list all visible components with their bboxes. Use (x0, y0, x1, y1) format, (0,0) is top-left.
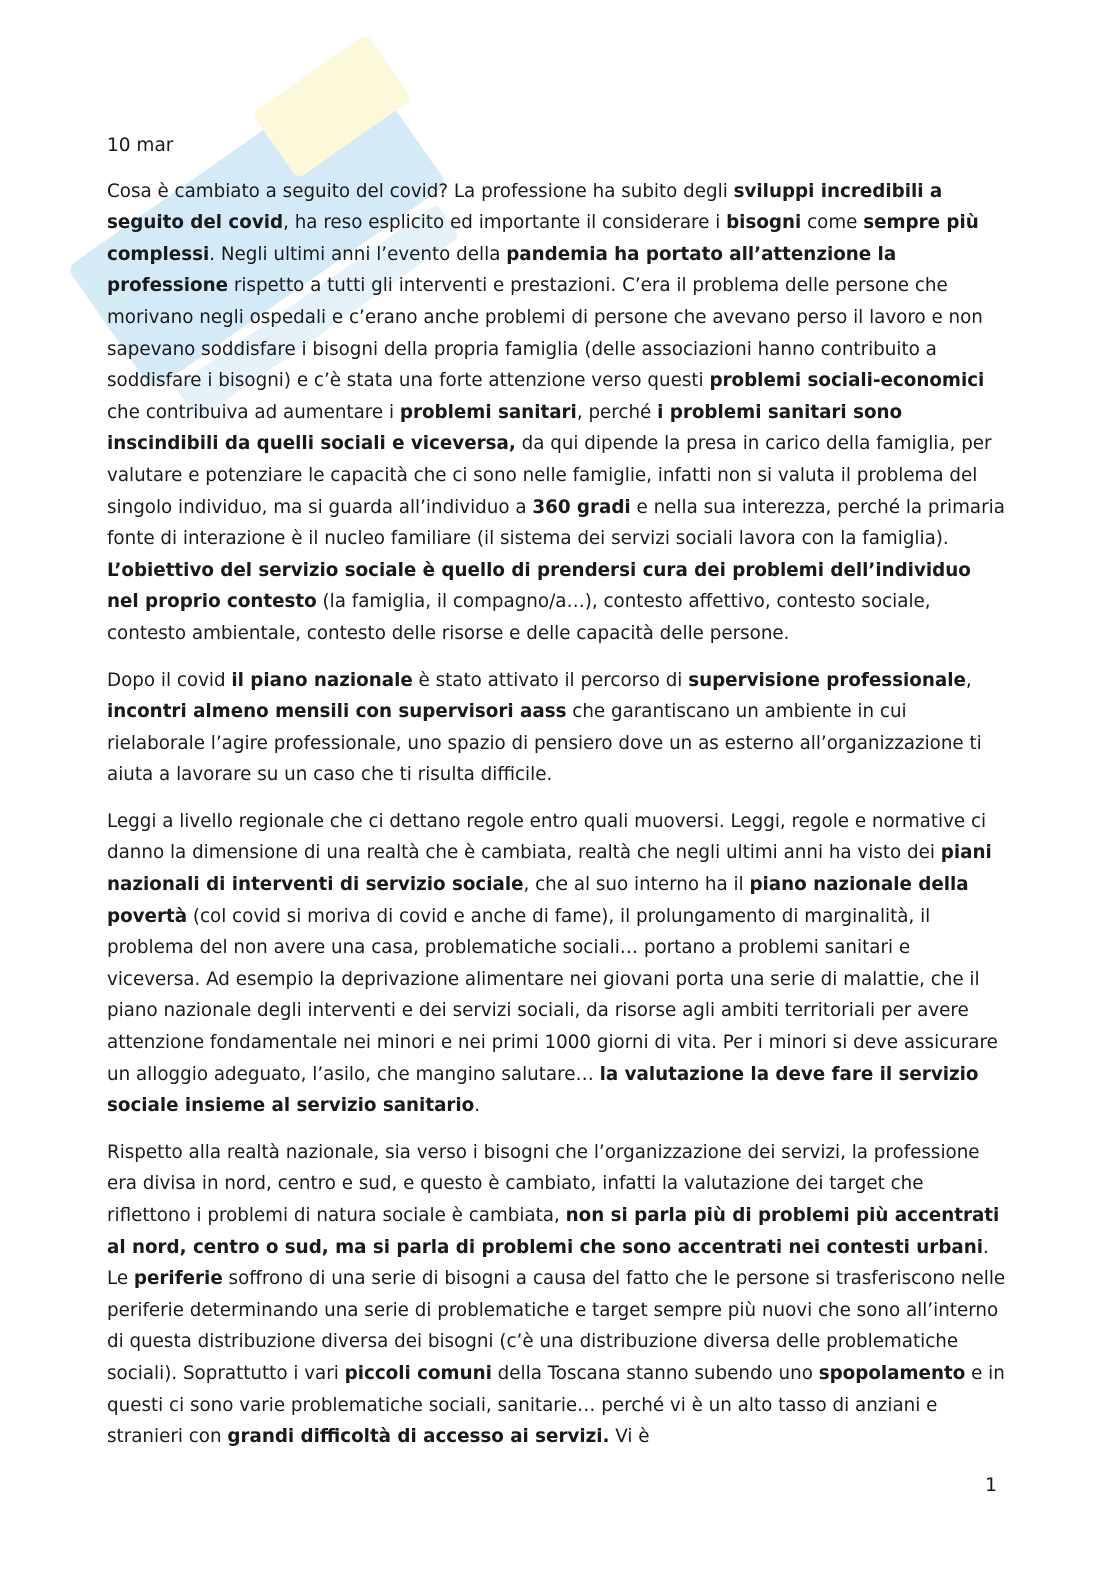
text-run: . (474, 1095, 481, 1117)
text-run: soffrono di una serie di bisogni a causa del fatto che le persone si trasferiscono nelle periferie determinando una serie di problematiche e target sempre più nuovi che sono all’interno di questa distribuzione diversa dei bisogni (c’è una distribuzione diversa delle problematiche sociali). Soprattutto i vari (107, 1268, 1006, 1384)
bold-text: 360 gradi (532, 496, 631, 518)
text-run: , perché (576, 401, 658, 423)
document-date: 10 mar (107, 135, 174, 156)
text-run: rispetto a tutti gli interventi e prestazioni. C’era il problema delle persone che morivano negli ospedali e c’erano anche problemi di persone che avevano perso il lavoro e non sapevano soddisfare i bisogni della propria famiglia (delle associazioni hanno contribuito a soddisfare i bisogni) e c’è stata una forte attenzione verso questi (107, 275, 983, 392)
bold-text: periferie (133, 1268, 223, 1290)
bold-text: problemi sanitari (399, 401, 577, 423)
bold-text: piano nazionale della povertà (107, 874, 969, 927)
bold-text: sviluppi incredibili a seguito del covid (107, 180, 943, 234)
paragraph (107, 176, 1007, 650)
text-run: , ha reso esplicito ed importante il considerare i (283, 212, 727, 234)
text-run: e in questi ci sono varie problematiche sociali, sanitarie… perché vi è un alto tasso di anziani e stranieri con (107, 1362, 1005, 1448)
bold-text: incontri almeno mensili con supervisori aass (107, 701, 567, 723)
bold-text: la valutazione la deve fare il servizio sociale insieme al servizio sanitario (107, 1063, 979, 1117)
text-run: che contribuiva ad aumentare i (107, 401, 400, 423)
text-run: , che al suo interno ha il (523, 874, 750, 896)
text-run: Leggi a livello regionale che ci dettano regole entro quali muoversi. Leggi, regole e normative ci danno la dimensione di una realtà che è cambiata, realtà che negli ultimi anni ha visto dei (107, 810, 987, 864)
text-run: (col covid si moriva di covid e anche di fame), il prolungamento di marginalità, il problema del non avere una casa, problematiche sociali… portano a problemi sanitari e viceversa. Ad esempio la deprivazione alimentare nei giovani porta una serie di malattie, che il piano nazionale degli interventi e dei servizi sociali, da risorse agli ambiti territoriali per avere attenzione fondamentale nei minori e nei primi 1000 giorni di vita. Per i minori si deve assicurare un alloggio adeguato, l’asilo, che mangino salutare… (107, 905, 998, 1085)
bold-text: piccoli comuni (344, 1362, 492, 1384)
text-run: della Toscana stanno subendo uno (491, 1362, 819, 1384)
text-run: Cosa è cambiato a seguito del covid? La professione ha subito degli (107, 180, 734, 202)
bold-text: supervisione professionale (688, 669, 966, 691)
paragraph (107, 1137, 1007, 1453)
text-run: e nella sua interezza, perché la primaria fonte di interazione è il nucleo familiare (il sistema dei servizi sociali lavora con la famiglia). (107, 496, 1005, 550)
text-run: , (965, 669, 972, 691)
bold-text: il piano nazionale (231, 669, 413, 691)
bold-text: bisogni (726, 212, 802, 234)
bold-text: sempre più complessi (107, 212, 979, 265)
paragraphs (107, 176, 1007, 1453)
document-body (107, 130, 1007, 1468)
text-run: come (801, 212, 864, 234)
text-run: è stato attivato il percorso di (412, 669, 689, 691)
text-run: che garantiscano un ambiente in cui rielaborale l’agire professionale, uno spazio di pensiero dove un as esterno all’organizzazione ti aiuta a lavorare su un caso che ti risulta difficile. (107, 701, 982, 786)
text-run: Vi è (609, 1426, 650, 1448)
text-run: (la famiglia, il compagno/a…), contesto affettivo, contesto sociale, contesto ambientale, contesto delle risorse e delle capacità delle persone. (107, 591, 931, 644)
text-run: . Negli ultimi anni l’evento della (209, 243, 507, 265)
bold-text: grandi difficoltà di accesso ai servizi. (227, 1426, 610, 1448)
bold-text: pandemia ha portato all’attenzione la professione (107, 243, 897, 297)
bold-text: piani nazionali di interventi di servizio sociale (107, 842, 992, 896)
text-run: da qui dipende la presa in carico della famiglia, per valutare e potenziare le capacità che ci sono nelle famiglie, infatti non si valuta il problema del singolo individuo, ma si guarda all’individuo a (107, 433, 992, 518)
text-run: Dopo il covid (107, 669, 232, 691)
bold-text: non si parla più di problemi più accentrati al nord, centro o sud, ma si parla di problemi che sono accentrati nei contesti urbani (107, 1205, 1000, 1258)
paragraph (107, 806, 1007, 1122)
text-run: Rispetto alla realtà nazionale, sia verso i bisogni che l’organizzazione dei servizi, la professione era divisa in nord, centro e sud, e questo è cambiato, infatti la valutazione dei target che riflettono i problemi di natura sociale è cambiata, (107, 1141, 980, 1226)
text-run: . Le (107, 1236, 989, 1290)
bold-text: problemi sociali-economici (709, 370, 985, 392)
paragraph (107, 665, 1007, 791)
bold-text: i problemi sanitari sono inscindibili da quelli sociali e viceversa, (107, 401, 903, 455)
bold-text: spopolamento (818, 1362, 966, 1384)
bold-text: L’obiettivo del servizio sociale è quello di prendersi cura dei problemi dell’individuo nel proprio contesto (107, 559, 971, 613)
page-number: 1 (985, 1474, 998, 1496)
